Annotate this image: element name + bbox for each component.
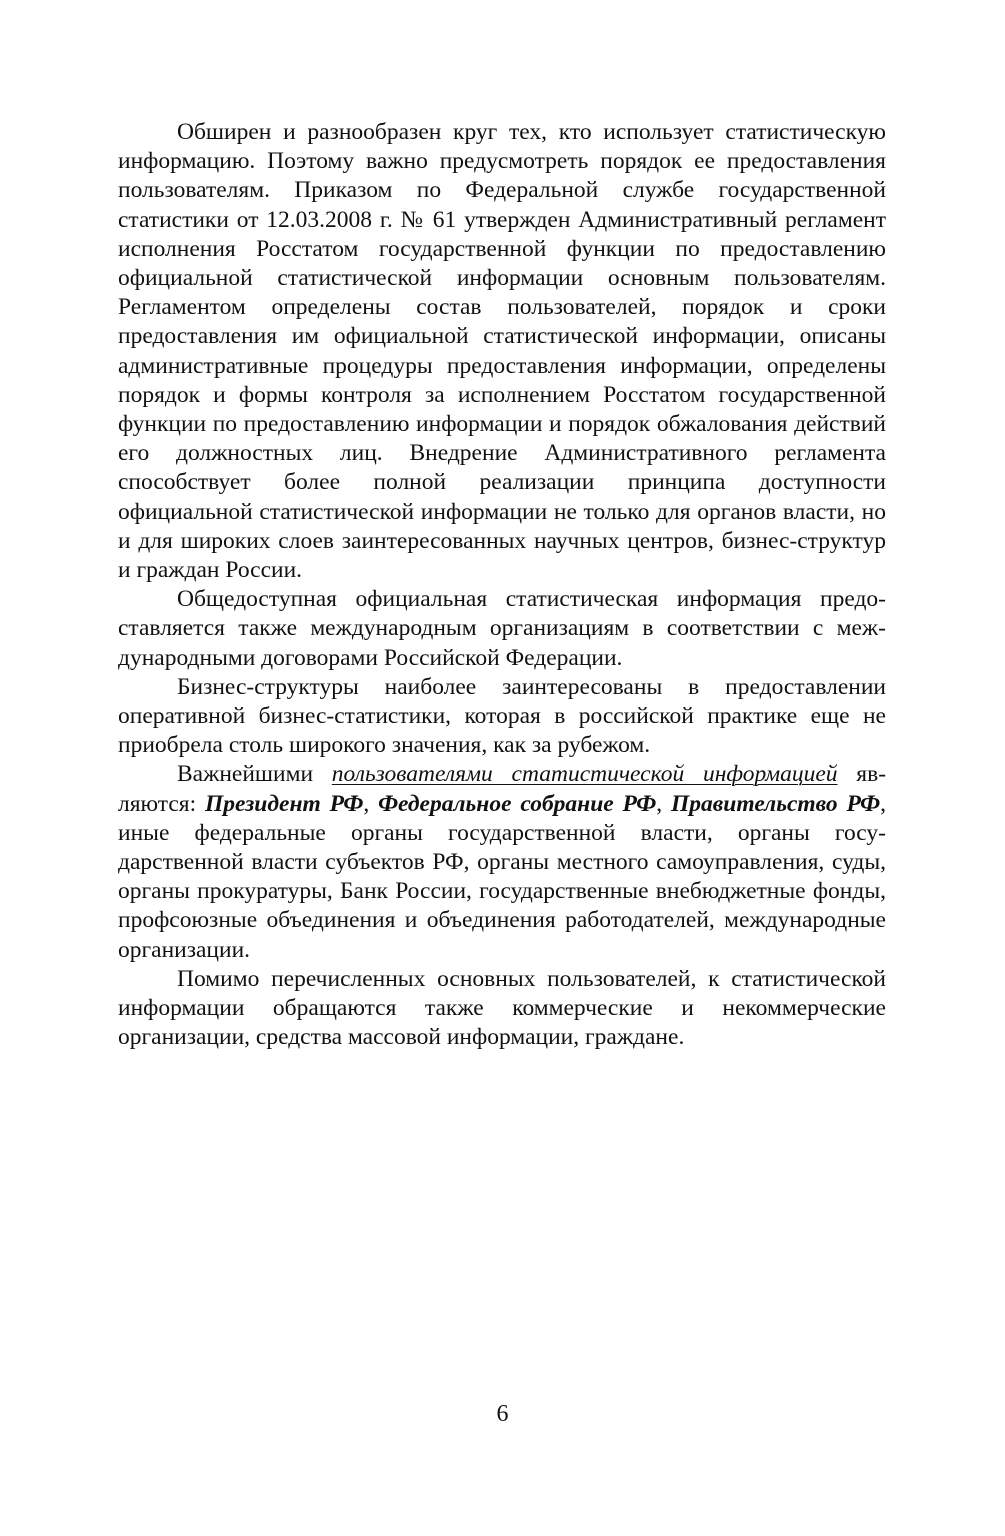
paragraph-key-users <box>118 760 886 964</box>
key-users-after-term: являются: <box>118 761 887 817</box>
separator-2: , <box>656 790 671 817</box>
key-users-term: пользователями статистической информацией <box>331 761 838 788</box>
paragraph-other-users: Помимо перечисленных основных пользователей, к статистической информации обращаются также коммерческие и некоммерческие организации, средства массовой информации, граждане. <box>118 965 886 1051</box>
page-number: 6 <box>496 1401 509 1427</box>
user-president: Президент РФ <box>204 790 364 817</box>
user-government: Правительство РФ <box>671 790 881 817</box>
paragraph-international-organizations: Общедоступная официальная статистическая информация предоставляется также международным организациям в соответствии с международными договорами Российской Федерации. <box>118 586 886 671</box>
paragraph-statistics-users-circle: Обширен и разнообразен круг тех, кто использует статистическую информацию. Поэтому важно предусмотреть порядок ее предоставления пользователям. Приказом по Федеральной службе государственной статистики от 12.03.2008 г. № 61 утвержден Административный регламент исполнения Росстатом государственной функции по предоставлению официальной статистической информации основным пользователям. Регламентом определены состав пользователей, порядок и сроки предоставления им официальной статистической информации, описаны административные процедуры предоставления информации, определены порядок и формы контроля за исполнением Росстатом государственной функции по предоставлению информации и порядок обжалования действий его должностных лиц. Внедрение Административного регламента способствует более полной реализации принципа доступности официальной статистической информации не только для органов власти, но и для широких слоев заинтересованных научных центров, бизнес-структур и граждан России. <box>118 119 886 584</box>
separator-1: , <box>363 790 379 817</box>
user-federal-assembly: Федеральное собрание РФ <box>378 790 657 817</box>
key-users-rest: , иные федеральные органы государственной власти, органы государственной власти субъектов РФ, органы местного самоуправления, суды, органы прокуратуры, Банк России, государственные внебюджетные фонды, профсоюзные объединения и объединения работодателей, международные организации. <box>118 790 887 963</box>
body-text <box>118 118 886 1053</box>
paragraph-business-structures: Бизнес-структуры наиболее заинтересованы в предоставлении оперативной бизнес-статистики, которая в российской практике еще не приобрела столь широкого значения, как за рубежом. <box>118 673 886 759</box>
key-users-lead: Важнейшими <box>177 761 332 788</box>
